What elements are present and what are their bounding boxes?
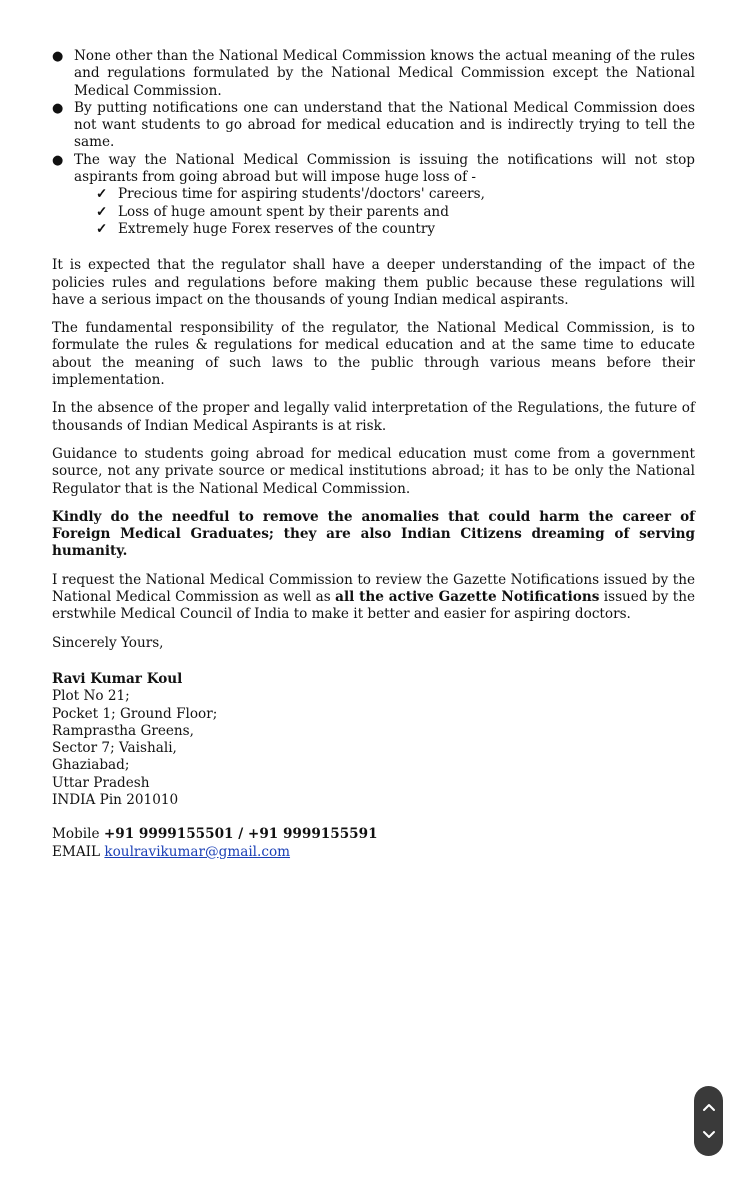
list-item [52, 100, 695, 152]
page-scroll-control [694, 1086, 723, 1156]
review-text-start: I request the National Medical Commission to review the Gazette Notifications issued by the National Medical Commission as well as [52, 571, 695, 606]
list-item [52, 48, 695, 100]
check-text: Precious time for aspiring students'/doctors' careers, [118, 186, 485, 203]
check-text: Extremely huge Forex reserves of the country [118, 220, 436, 237]
bullet-text: By putting notifications one can understand that the National Medical Commission does not want students to go abroad for medical education and is indirectly trying to tell the same. [74, 99, 695, 151]
list-item [52, 152, 695, 187]
list-item [96, 221, 695, 238]
postal-address [52, 688, 695, 809]
contact-details [52, 826, 695, 861]
bullet-icon: ● [52, 152, 64, 168]
bullet-text: The way the National Medical Commission is issuing the notifications will not stop aspirants from going abroad but will impose huge loss of - [74, 151, 695, 186]
paragraph-interpretation-risk: In the absence of the proper and legally valid interpretation of the Regulations, the future of thousands of Indian Medical Aspirants is at risk. [52, 400, 695, 434]
email-line [52, 844, 695, 861]
email-link[interactable]: koulravikumar@gmail.com [104, 843, 291, 860]
signature-block [52, 671, 695, 861]
list-item [96, 186, 695, 203]
address-line: Sector 7; Vaishali, [52, 740, 177, 757]
checkmark-icon: ✓ [96, 220, 108, 237]
paragraph-request-bold: Kindly do the needful to remove the anomalies that could harm the career of Foreign Medical Graduates; they are also Indian Citizens dreaming of serving humanity. [52, 508, 695, 560]
scroll-down-button[interactable] [694, 1120, 723, 1150]
review-text-bold: all the active Gazette Notifications [335, 589, 600, 606]
paragraph-review-request [52, 572, 695, 624]
signatory-name: Ravi Kumar Koul [52, 670, 183, 687]
check-text: Loss of huge amount spent by their parents and [118, 203, 449, 220]
paragraph-fundamental-responsibility: The fundamental responsibility of the regulator, the National Medical Commission, is to formulate the rules & regulations for medical education and at the same time to educate about the meaning of such laws to the public through various means before their implementation. [52, 320, 695, 389]
paragraph-regulator-understanding: It is expected that the regulator shall have a deeper understanding of the impact of the policies rules and regulations before making them public because these regulations will have a serious impact on the thousands of young Indian medical aspirants. [52, 257, 695, 308]
bullet-icon: ● [52, 100, 64, 116]
bullet-icon: ● [52, 49, 64, 64]
chevron-up-icon [702, 1102, 716, 1112]
chevron-down-icon [702, 1130, 716, 1140]
closing-salutation: Sincerely Yours, [52, 634, 164, 651]
letter-page [52, 48, 695, 861]
address-line: Plot No 21; [52, 688, 130, 705]
address-line: Pocket 1; Ground Floor; [52, 705, 218, 722]
bullet-list [52, 48, 695, 186]
scroll-up-button[interactable] [694, 1092, 723, 1122]
list-item [96, 204, 695, 221]
paragraph-guidance: Guidance to students going abroad for medical education must come from a government source, not any private source or medical institutions abroad; it has to be only the National Regulator that is the National Medical Commission. [52, 445, 695, 497]
checkmark-icon: ✓ [96, 203, 108, 220]
address-line: Ghaziabad; [52, 757, 130, 774]
address-line: INDIA Pin 201010 [52, 791, 179, 808]
mobile-label: Mobile [52, 826, 104, 843]
email-label: EMAIL [52, 843, 105, 860]
review-text-end: issued by the erstwhile Medical Council of India to make it better and easier for aspiring doctors. [52, 589, 695, 623]
mobile-line [52, 826, 695, 843]
check-list [52, 186, 695, 238]
address-line: Ramprastha Greens, [52, 722, 194, 739]
bullet-text: None other than the National Medical Commission knows the actual meaning of the rules and regulations formulated by the National Medical Commission except the National Medical Commission. [74, 48, 695, 99]
mobile-numbers: +91 9999155501 / +91 9999155591 [103, 826, 378, 843]
checkmark-icon: ✓ [96, 186, 108, 203]
address-line: Uttar Pradesh [52, 774, 150, 791]
